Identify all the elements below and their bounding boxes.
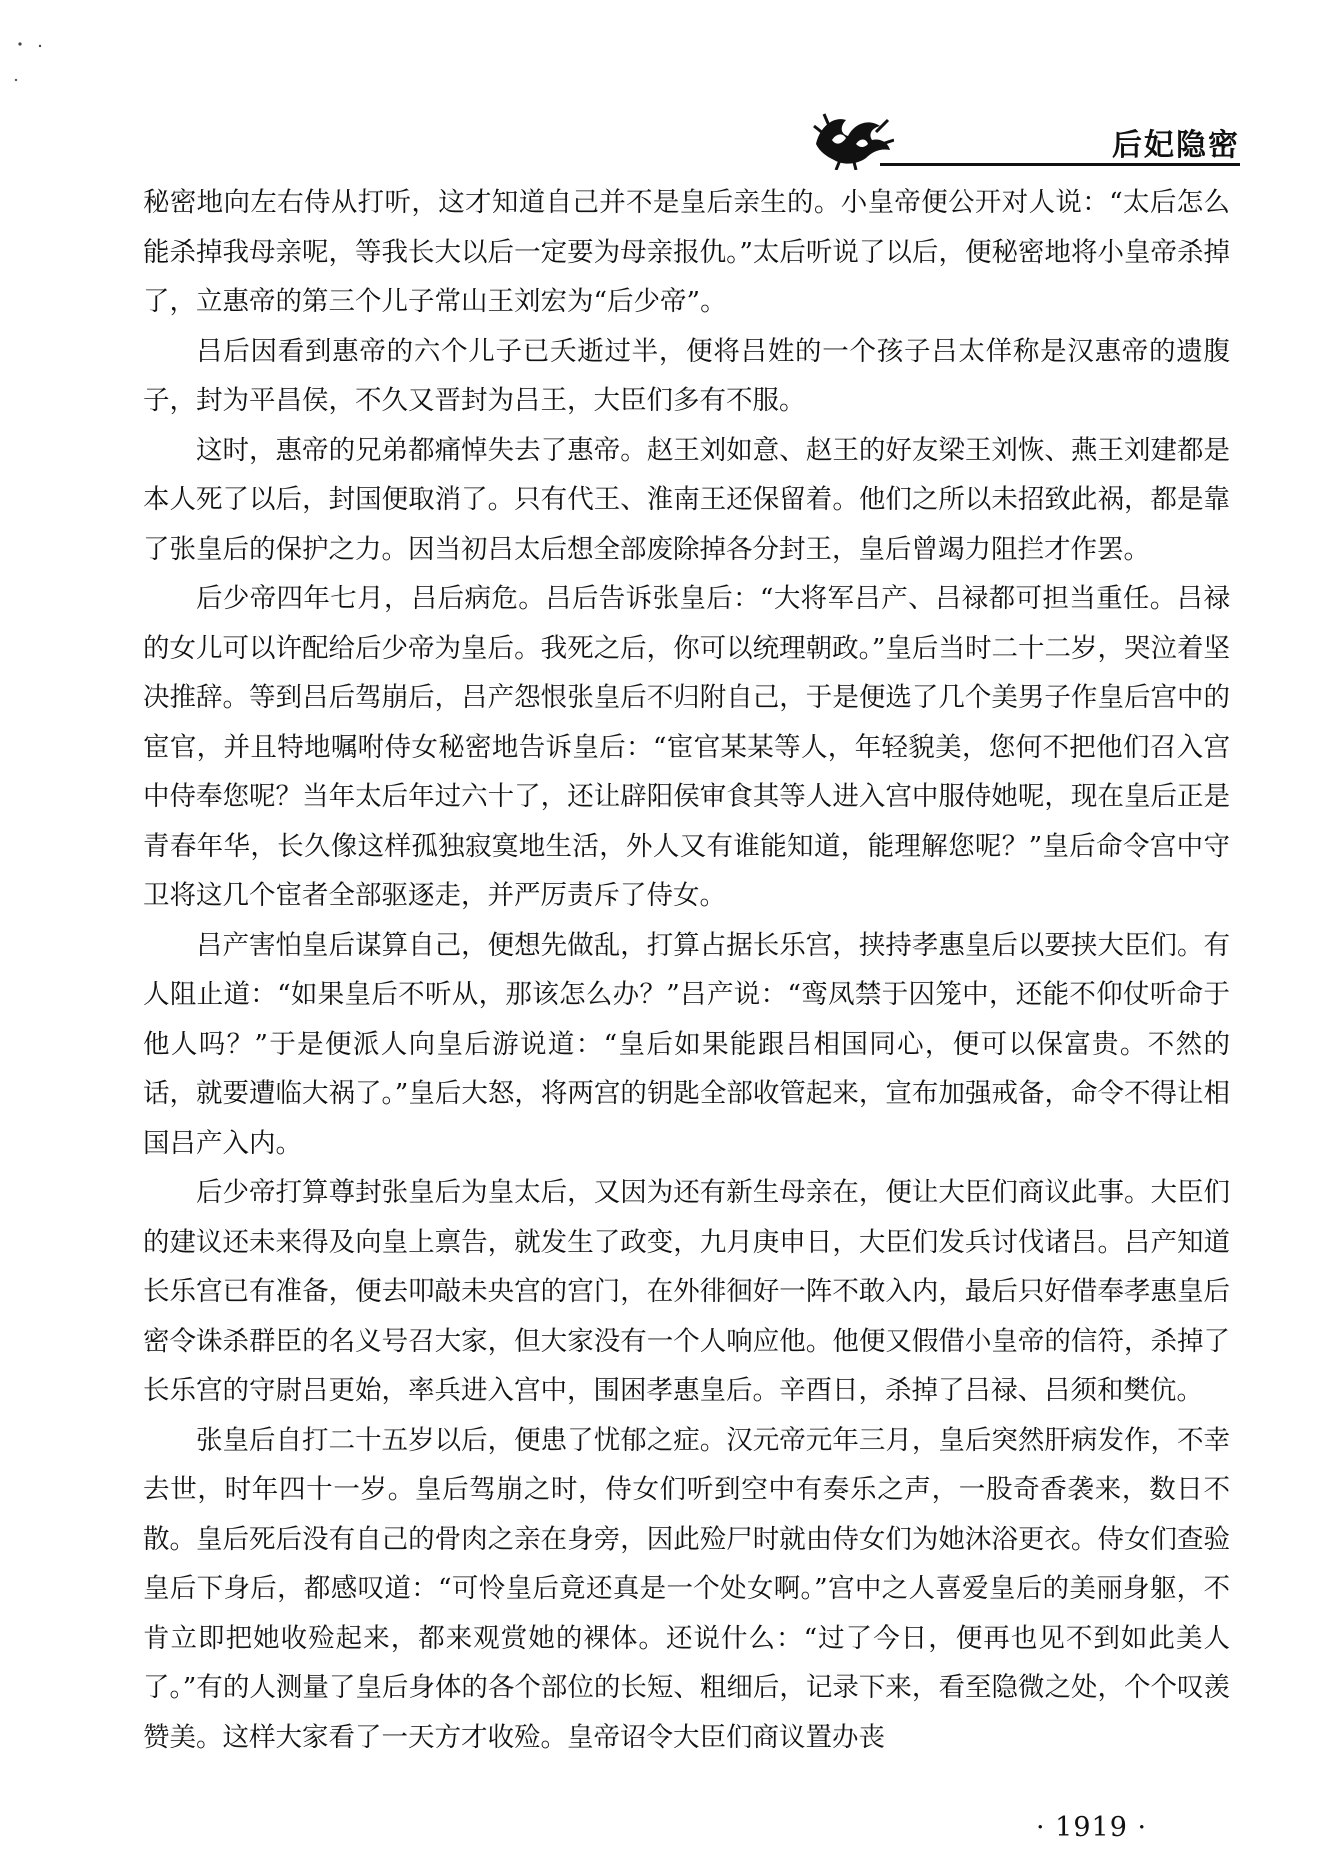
paragraph: 秘密地向左右侍从打听，这才知道自己并不是皇后亲生的。小皇帝便公开对人说：“太后怎么能杀掉我母亲呢，等我长大以后一定要为母亲报仇。”太后听说了以后，便秘密地将小皇帝杀掉了，立惠帝的第三个儿子常山王刘宏为“后少帝”。 bbox=[143, 187, 1230, 317]
dragon-emblem-icon bbox=[810, 104, 894, 170]
paragraph: 张皇后自打二十五岁以后，便患了忧郁之症。汉元帝元年三月，皇后突然肝病发作，不幸去世，时年四十一岁。皇后驾崩之时，侍女们听到空中有奏乐之声，一股奇香袭来，数日不散。皇后死后没有自己的骨肉之亲在身旁，因此殓尸时就由侍女们为她沐浴更衣。侍女们查验皇后下身后，都感叹道：“可怜皇后竟还真是一个处女啊。”宫中之人喜爱皇后的美丽身躯，不肯立即把她收殓起来，都来观赏她的裸体。还说什么：“过了今日，便再也见不到如此美人了。”有的人测量了皇后身体的各个部位的长短、粗细后，记录下来，看至隐微之处，个个叹羡赞美。这样大家看了一天方才收殓。皇帝诏令大臣们商议置办丧 bbox=[143, 1424, 1230, 1753]
paragraph: 后少帝打算尊封张皇后为皇太后，又因为还有新生母亲在，便让大臣们商议此事。大臣们的建议还未来得及向皇上禀告，就发生了政变，九月庚申日，大臣们发兵讨伐诸吕。吕产知道长乐宫已有准备，便去叩敲未央宫的宫门，在外徘徊好一阵不敢入内，最后只好借奉孝惠皇后密令诛杀群臣的名义号召大家，但大家没有一个人响应他。他便又假借小皇帝的信符，杀掉了长乐宫的守尉吕更始，率兵进入宫中，围困孝惠皇后。辛酉日，杀掉了吕禄、吕须和樊伉。 bbox=[143, 1177, 1230, 1406]
paragraph: 后少帝四年七月，吕后病危。吕后告诉张皇后：“大将军吕产、吕禄都可担当重任。吕禄的女儿可以许配给后少帝为皇后。我死之后，你可以统理朝政。”皇后当时二十二岁，哭泣着坚决推辞。等到吕后驾崩后，吕产怨恨张皇后不归附自己，于是便选了几个美男子作皇后宫中的宦官，并且特地嘱咐侍女秘密地告诉皇后：“宦官某某等人，年轻貌美，您何不把他们召入宫中侍奉您呢？当年太后年过六十了，还让辟阳侯审食其等人进入宫中服侍她呢，现在皇后正是青春年华，长久像这样孤独寂寞地生活，外人又有谁能知道，能理解您呢？”皇后命令宫中守卫将这几个宦者全部驱逐走，并严厉责斥了侍女。 bbox=[143, 583, 1230, 911]
running-title: 后妃隐密 bbox=[1112, 128, 1240, 163]
body-text bbox=[143, 178, 1230, 1762]
paragraph: 吕产害怕皇后谋算自己，便想先做乱，打算占据长乐宫，挟持孝惠皇后以要挟大臣们。有人阻止道：“如果皇后不听从，那该怎么办？”吕产说：“鸾凤禁于囚笼中，还能不仰仗听命于他人吗？”于是便派人向皇后游说道：“皇后如果能跟吕相国同心，便可以保富贵。不然的话，就要遭临大祸了。”皇后大怒，将两宫的钥匙全部收管起来，宣布加强戒备，命令不得让相国吕产入内。 bbox=[143, 929, 1230, 1159]
header-rule bbox=[880, 163, 1240, 166]
scan-specks bbox=[0, 0, 60, 120]
paragraph: 吕后因看到惠帝的六个儿子已夭逝过半，便将吕姓的一个孩子吕太佯称是汉惠帝的遗腹子，封为平昌侯，不久又晋封为吕王，大臣们多有不服。 bbox=[143, 335, 1230, 416]
paragraph: 这时，惠帝的兄弟都痛悼失去了惠帝。赵王刘如意、赵王的好友梁王刘恢、燕王刘建都是本人死了以后，封国便取消了。只有代王、淮南王还保留着。他们之所以未招致此祸，都是靠了张皇后的保护之力。因当初吕太后想全部废除掉各分封王，皇后曾竭力阻拦才作罢。 bbox=[143, 434, 1230, 565]
running-header bbox=[810, 108, 1240, 166]
page-number: · 1919 · bbox=[1036, 1812, 1148, 1843]
